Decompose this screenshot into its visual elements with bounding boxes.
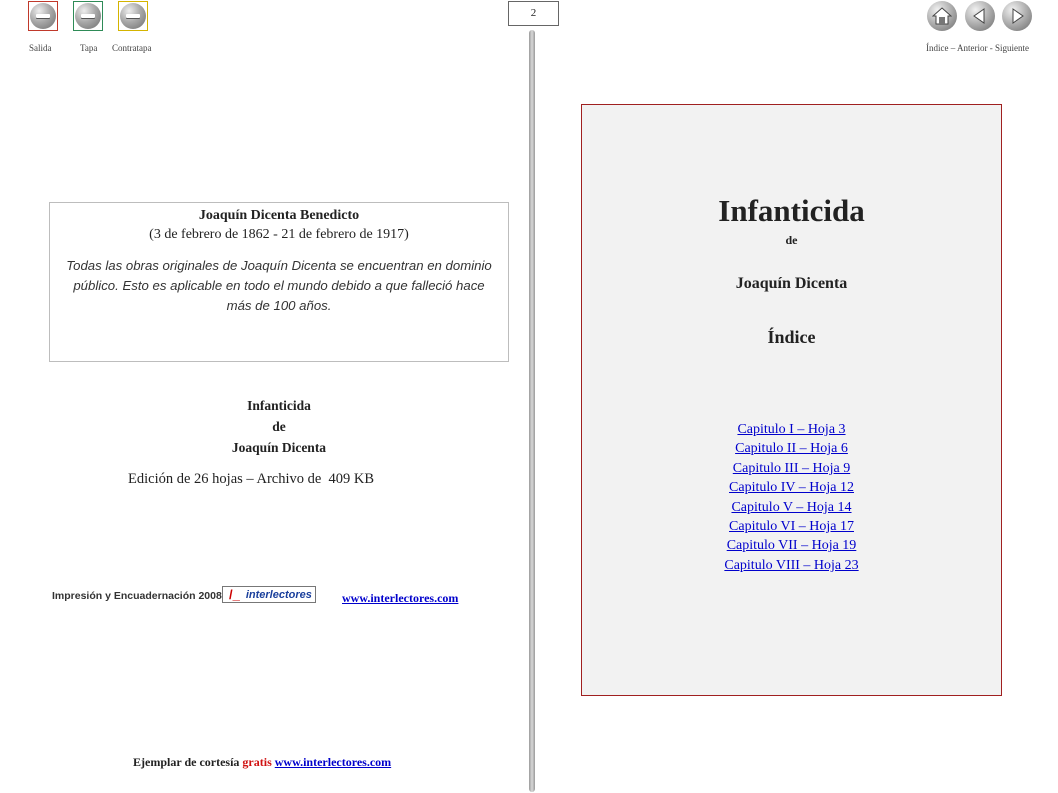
index-author: Joaquín Dicenta bbox=[735, 275, 848, 292]
interlectores-logo: /_ interlectores bbox=[222, 586, 316, 603]
book-author: Joaquín Dicenta bbox=[231, 440, 327, 455]
tapa-button[interactable] bbox=[73, 1, 103, 31]
tapa-label: Tapa bbox=[80, 43, 98, 53]
author-info-box bbox=[49, 202, 509, 362]
contratapa-button[interactable] bbox=[118, 1, 148, 31]
arrow-left-icon bbox=[970, 6, 990, 26]
footer bbox=[133, 755, 391, 770]
minus-icon bbox=[75, 3, 101, 29]
next-button[interactable] bbox=[1002, 1, 1032, 31]
chapter-link[interactable]: Capitulo V – Hoja 14 bbox=[731, 499, 852, 515]
footer-prefix: Ejemplar de cortesía bbox=[133, 755, 240, 769]
book-spine bbox=[529, 30, 535, 792]
publisher-text: Impresión y Encuadernación 2008 bbox=[52, 590, 222, 602]
chapter-link[interactable]: Capitulo IV – Hoja 12 bbox=[729, 480, 854, 496]
chapter-link[interactable]: Capitulo VII – Hoja 19 bbox=[726, 538, 857, 554]
home-icon bbox=[932, 6, 952, 26]
index-title: Infanticida bbox=[718, 193, 865, 228]
chapter-link[interactable]: Capitulo II – Hoja 6 bbox=[735, 441, 848, 457]
minus-icon bbox=[120, 3, 146, 29]
chapter-list bbox=[582, 420, 1001, 575]
index-de: de bbox=[785, 233, 798, 247]
book-title: Infanticida bbox=[247, 398, 311, 413]
footer-link[interactable]: www.interlectores.com bbox=[274, 755, 392, 769]
salida-button[interactable] bbox=[28, 1, 58, 31]
author-dates: (3 de febrero de 1862 - 21 de febrero de 1917) bbox=[149, 227, 409, 242]
salida-label: Salida bbox=[29, 43, 52, 53]
author-full-name: Joaquín Dicenta Benedicto bbox=[198, 208, 360, 223]
minus-icon bbox=[30, 3, 56, 29]
chapter-link[interactable]: Capitulo VI – Hoja 17 bbox=[729, 519, 854, 535]
book-de: de bbox=[272, 419, 286, 434]
edition-info: Edición de 26 hojas – Archivo de 409 KB bbox=[128, 471, 375, 487]
arrow-right-icon bbox=[1007, 6, 1027, 26]
index-heading: Índice bbox=[767, 327, 816, 347]
website-link[interactable]: www.interlectores.com bbox=[342, 591, 459, 605]
chapter-link[interactable]: Capitulo I – Hoja 3 bbox=[737, 422, 846, 437]
page-number: 2 bbox=[508, 1, 559, 26]
public-domain-notice: Todas las obras originales de Joaquín Dicenta se encuentran en dominio público. Esto es aplicable en todo el mundo debido a que falleció hace más de 100 años. bbox=[66, 258, 492, 313]
footer-gratis: gratis bbox=[242, 755, 272, 769]
chapter-link[interactable]: Capitulo III – Hoja 9 bbox=[732, 460, 851, 476]
nav-right-label: Índice – Anterior - Siguiente bbox=[926, 43, 1029, 53]
previous-button[interactable] bbox=[965, 1, 995, 31]
contratapa-label: Contratapa bbox=[112, 43, 152, 53]
index-button[interactable] bbox=[927, 1, 957, 31]
chapter-link[interactable]: Capitulo VIII – Hoja 23 bbox=[724, 557, 859, 573]
index-panel bbox=[581, 104, 1002, 696]
